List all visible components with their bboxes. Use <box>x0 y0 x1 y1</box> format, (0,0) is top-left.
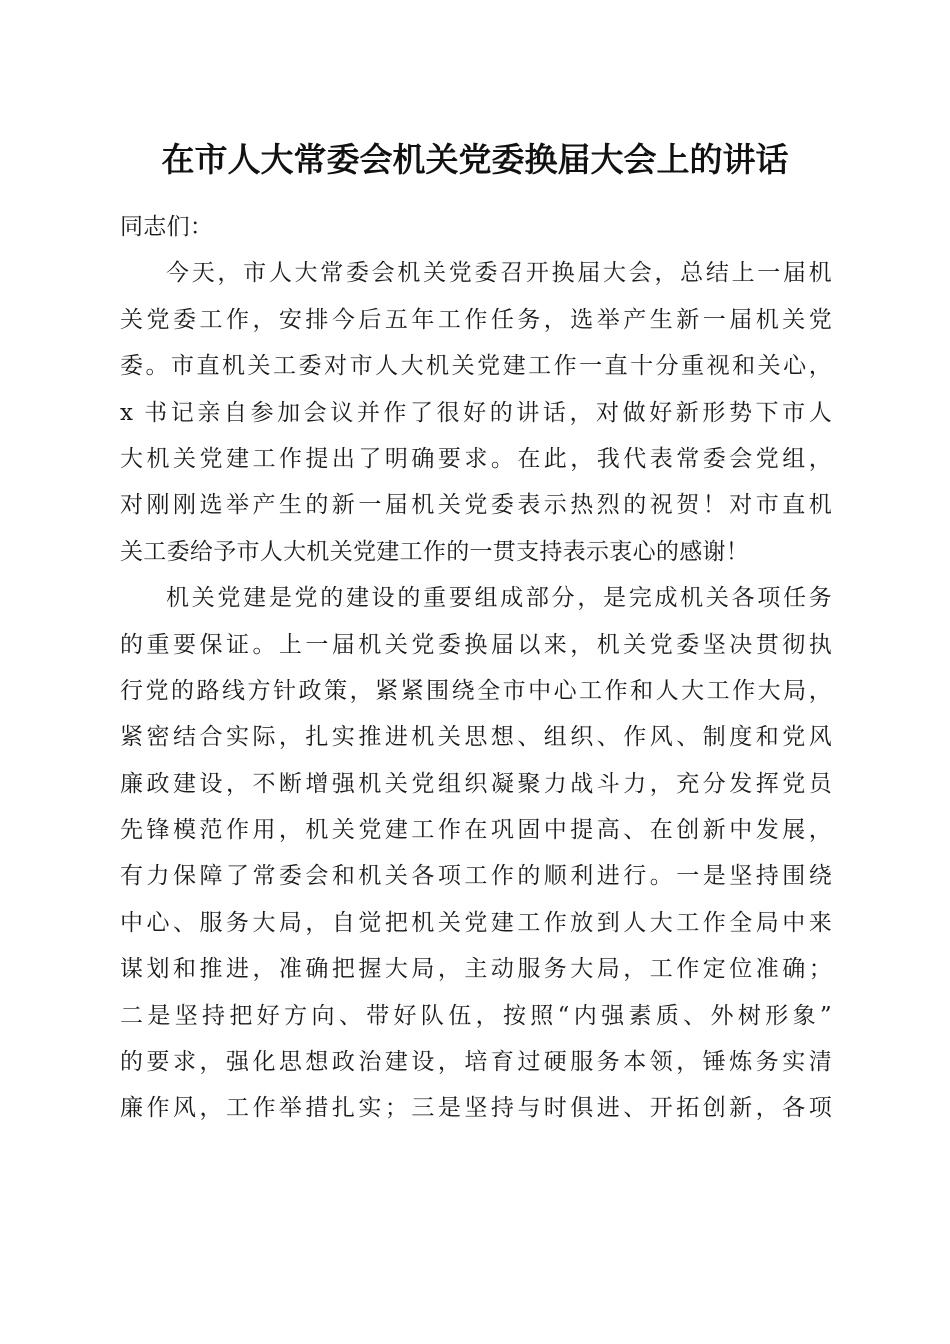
paragraph-line: 廉作风，工作举措扎实；三是坚持与时俱进、开拓创新，各项 <box>120 1095 832 1122</box>
paragraph-2 <box>120 575 832 1132</box>
paragraph-line: 中心、服务大局，自觉把机关党建工作放到人大工作全局中来 <box>120 909 832 936</box>
paragraph-line: 的重要保证。上一届机关党委换届以来，机关党委坚决贯彻执 <box>120 631 832 658</box>
paragraph-1 <box>120 250 832 575</box>
document-title: 在市人大常委会机关党委换届大会上的讲话 <box>161 140 789 179</box>
paragraph-line: 谋划和推进，准确把握大局，主动服务大局，工作定位准确； <box>120 956 832 983</box>
paragraph-line: 行党的路线方针政策，紧紧围绕全市中心工作和人大工作大局， <box>120 677 832 704</box>
paragraph-line: 机关党建是党的建设的重要组成部分，是完成机关各项任务 <box>166 585 832 612</box>
salutation: 同志们： <box>120 214 214 240</box>
document-body <box>120 204 832 1132</box>
paragraph-line: 有力保障了常委会和机关各项工作的顺利进行。一是坚持围绕 <box>120 863 832 890</box>
paragraph-line: 关工委给予市人大机关党建工作的一贯支持表示衷心的感谢！ <box>120 538 750 565</box>
paragraph-line: 大机关党建工作提出了明确要求。在此，我代表常委会党组， <box>120 445 832 472</box>
paragraph-line: 关党委工作，安排今后五年工作任务，选举产生新一届机关党 <box>120 306 832 333</box>
paragraph-line: 先锋模范作用，机关党建工作在巩固中提高、在创新中发展， <box>120 817 832 844</box>
paragraph-line: x 书记亲自参加会议并作了很好的讲话，对做好新形势下市人 <box>120 399 832 426</box>
paragraph-line: 的要求，强化思想政治建设，培育过硬服务本领，锤炼务实清 <box>120 1049 832 1076</box>
paragraph-line: 廉政建设，不断增强机关党组织凝聚力战斗力，充分发挥党员 <box>120 770 832 797</box>
paragraph-line: 今天，市人大常委会机关党委召开换届大会，总结上一届机 <box>166 260 832 287</box>
paragraph-line: 紧密结合实际，扎实推进机关思想、组织、作风、制度和党风 <box>120 724 832 751</box>
paragraph-line: 对刚刚选举产生的新一届机关党委表示热烈的祝贺！对市直机 <box>120 492 832 519</box>
paragraph-line: 二是坚持把好方向、带好队伍，按照“内强素质、外树形象” <box>120 1002 832 1029</box>
paragraph-line: 委。市直机关工委对市人大机关党建工作一直十分重视和关心， <box>120 353 832 380</box>
